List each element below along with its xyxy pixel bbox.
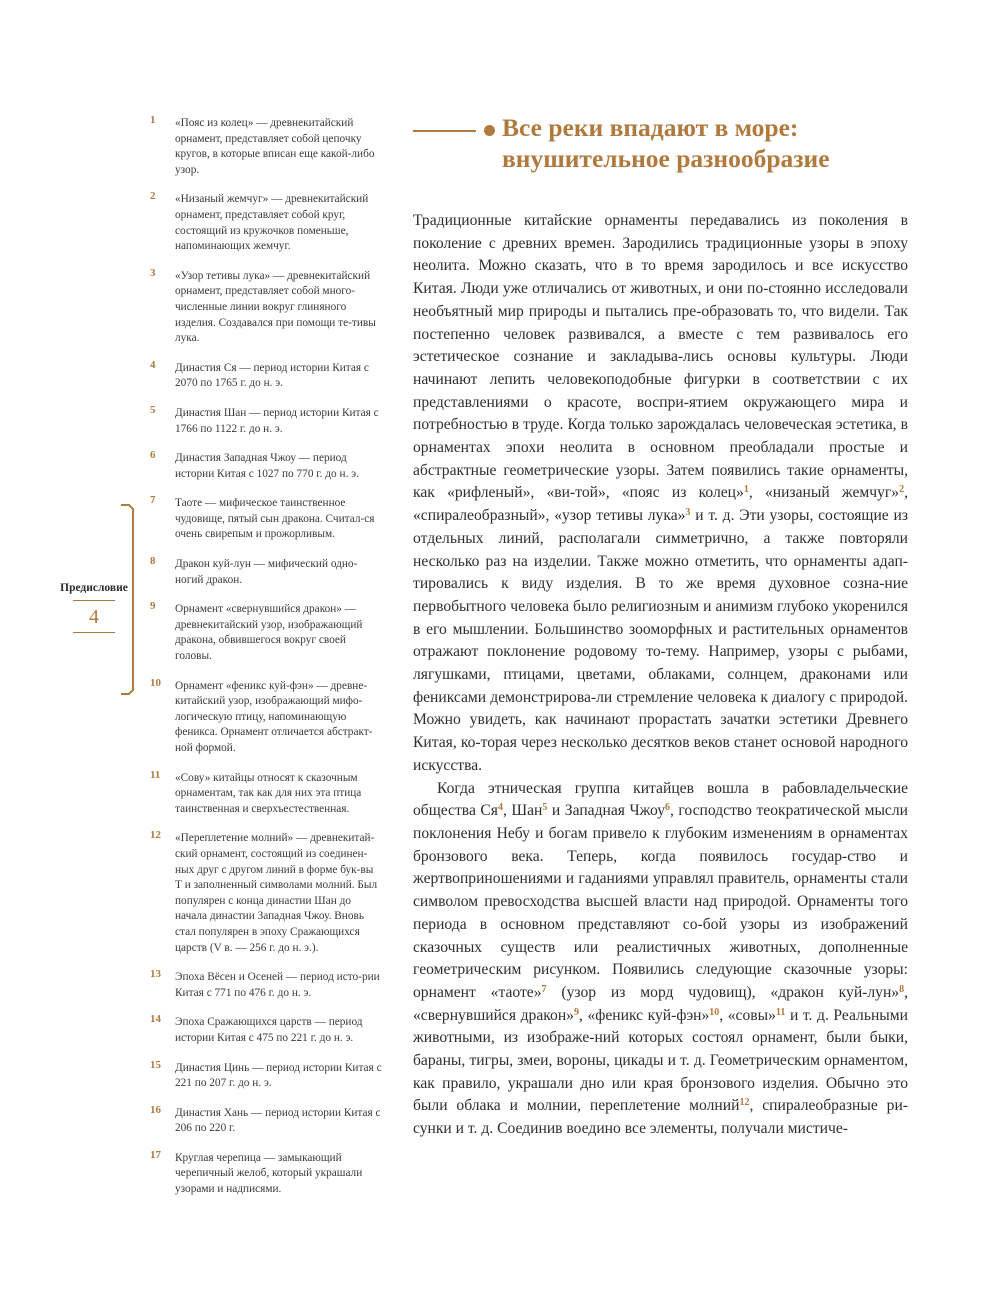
footnote-ref[interactable]: 1 (743, 484, 749, 496)
footnote-ref[interactable]: 10 (709, 1006, 720, 1018)
footnote-2 (150, 192, 382, 254)
text-run: и т. д. Эти узоры, состоящие из отдельных линий, располагали симметрично, а также повторяли несколько раз на изделии. Также можно отметить, что орнаменты адап-тировались к виду изделия. В то же время духовное созна-ние первобытного человека было религиозным и анимизм глубоко укоренился в его мышлении. Большинство зооморфных и растительных орнаментов отражают поклонение родовому то-тему. Например, узоры с рыбами, лягушками, птицами, цветами, облаками, солнцем, драконами или фениксами демонстрирова-ли стремление человека к диалогу с природой. Можно увидеть, как начинают прорастать зачатки эстетики Древнего Китая, ко-торая через несколько десятков веков станет основой народного искусства. (413, 507, 908, 774)
footnote-7 (150, 496, 382, 543)
footnote-text: Дракон куй-лун — мифический одно-ногий дракон. (175, 558, 358, 586)
footnote-number: 7 (150, 494, 156, 507)
footnote-text: Эпоха Сражающихся царств — период истории Китая с 475 по 221 г. до н. э. (175, 1016, 363, 1044)
footnote-number: 8 (150, 555, 156, 568)
text-run: , Шан (502, 802, 543, 820)
footnote-ref[interactable]: 7 (541, 983, 547, 995)
footnote-number: 2 (150, 190, 156, 203)
divider (73, 600, 115, 601)
heading-line-1: Все реки впадают в море: (502, 113, 799, 142)
footnote-text: Династия Шан — период истории Китая с 1766 по 1122 г. до н. э. (175, 406, 379, 435)
footnote-ref[interactable]: 8 (899, 983, 905, 995)
footnote-number: 13 (150, 968, 161, 981)
text-run: , «низаный жемчуг» (748, 484, 900, 502)
footnote-11 (150, 768, 382, 818)
footnote-number: 15 (150, 1058, 161, 1071)
text-run: (узор из морд чудовищ), «дракон куй-лун» (546, 983, 900, 1001)
footnote-number: 5 (150, 403, 156, 416)
footnote-13 (150, 970, 382, 1001)
footnote-ref[interactable]: 9 (573, 1006, 579, 1018)
divider (73, 632, 115, 633)
footnote-1 (150, 116, 382, 178)
footnote-text: «Сову» китайцы относят к сказочным орнаментам, так как для них эта птица таинственная и сверхъестественная. (175, 771, 362, 815)
footnote-ref[interactable]: 12 (739, 1097, 750, 1109)
footnote-number: 17 (150, 1148, 161, 1161)
section-marker (48, 582, 140, 633)
footnote-text: Орнамент «феникс куй-фэн» — древне-китайский узор, изображающий мифо-логическую птицу, напоминающую феникса. Орнамент отличается абстракт-ной формой. (175, 679, 373, 754)
footnote-number: 4 (150, 358, 156, 371)
section-title: Предисловие (60, 582, 128, 594)
footnote-text: Династия Ся — период истории Китая с 2070 по 1765 г. до н. э. (175, 361, 369, 390)
footnote-15 (150, 1058, 382, 1092)
footnote-ref[interactable]: 6 (665, 802, 670, 814)
footnote-text: Орнамент «свернувшийся дракон» — древнекитайский узор, изображающий дракона, обвившегося вокруг своей головы. (175, 603, 363, 663)
footnote-9 (150, 602, 382, 664)
footnote-10 (150, 676, 382, 757)
footnote-16 (150, 1103, 382, 1137)
footnote-ref[interactable]: 5 (542, 802, 548, 814)
footnote-text: Эпоха Вёсен и Осеней — период исто-рии Китая с 771 по 476 г. до н. э. (175, 971, 380, 999)
footnote-8 (150, 557, 382, 588)
text-run: , «совы» (719, 1006, 776, 1024)
paragraph-2 (413, 778, 908, 1141)
footnote-text: «Узор тетивы лука» — древнекитайский орнамент, представляет собой много-численные линии вокруг глиняного изделия. Создавался при помощи те-тивы лука. (175, 269, 376, 345)
footnote-12 (150, 831, 382, 956)
footnote-text: «Пояс из колец» — древнекитайский орнамент, представляет собой цепочку кругов, в которые вписан еще какой-либо узор. (175, 117, 375, 176)
footnote-ref[interactable]: 2 (899, 484, 905, 496)
text-run: , господство теократической мысли поклонения Небу и богам привело к глубоким изменениям в орнаментах бронзового века. Теперь, когда появилось государ-ство и жертвоприношениями и гаданиями управлял правитель, орнаменты стали символом превосходства высшей власти над природой. Орнаменты того периода в основном представляют со-бой узоры из изображений сказочных существ или реалистичных животных, дополненные геометрическим рисунком. Появились следующие сказочные узоры: орнамент «таоте» (413, 802, 908, 1001)
text-run: Когда этническая группа китайцев вошла в рабовладельческие общества Ся (413, 779, 908, 820)
footnote-14 (150, 1015, 382, 1046)
footnote-text: Династия Хань — период истории Китая с 206 по 220 г. (175, 1106, 381, 1135)
footnotes-column (150, 116, 382, 1212)
heading-rule (413, 130, 476, 132)
page-number: 4 (89, 606, 99, 628)
paragraph-1 (413, 210, 908, 778)
text-run: , «свернувшийся дракон» (413, 983, 908, 1024)
footnote-text: Династия Цинь — период истории Китая с 221 по 207 г. до н. э. (175, 1061, 382, 1090)
footnote-6 (150, 451, 382, 482)
bullet-dot-icon (484, 125, 495, 136)
footnote-number: 3 (150, 266, 156, 279)
footnote-17 (150, 1148, 382, 1198)
footnote-4 (150, 358, 382, 392)
text-run: и Западная Чжоу (547, 802, 665, 820)
text-run: и т. д. Реальными животными, из изображе-ний которых состоял орнамент, были быки, бараны, тигры, змеи, вороны, цикады и т. д. Геометрическим орнаментом, как правило, украшали дно или края бронзового изделия. Обычно это были облака и молнии, переплетение молний (413, 1006, 908, 1115)
footnote-number: 11 (150, 768, 161, 781)
heading-title (502, 112, 830, 174)
footnote-number: 12 (150, 829, 161, 842)
footnote-text: «Низаный жемчуг» — древнекитайский орнамент, представляет собой круг, состоящий из кружочков поменьше, напоминающих жемчуг. (175, 193, 369, 253)
footnote-number: 9 (150, 600, 156, 613)
footnote-ref[interactable]: 11 (775, 1006, 786, 1018)
text-run: , спиралеобразные ри-сунки и т. д. Соединив воедино все элементы, получали мистиче- (413, 1097, 908, 1138)
footnote-number: 10 (150, 676, 161, 689)
footnote-number: 14 (150, 1013, 161, 1026)
footnote-ref[interactable]: 4 (497, 802, 503, 814)
text-run: Традиционные китайские орнаменты передавались из поколения в поколение с древних времен. Зародились традиционные узоры в эпоху неолита. Можно сказать, что в то время зародилось и все искусство Китая. Люди уже отличались от животных, и они по-стоянно исследовали необъятный мир природы и пытались пре-образовать то, что видели. Так постепенно человек развивался, а вместе с тем развивалось его эстетическое сознание и закладыва-лись основы культуры. Люди начинают лепить человекоподобные фигурки в соответствии с их представлениями о красоте, воспри-ятием окружающего мира и потребностью в труде. Когда только зарождалась человеческая эстетика, в орнаментах эпохи неолита в основном преобладали простые и абстрактные геометрические узоры. Затем появились такие орнаменты, как «рифленый», «ви-той», «пояс из колец» (413, 212, 908, 502)
footnote-5 (150, 403, 382, 437)
footnote-text: Таоте — мифическое таинственное чудовище, пятый сын дракона. Считал-ся очень свирепым и прожорливым. (175, 497, 375, 541)
footnote-text: «Переплетение молний» — древнекитай-ский орнамент, состоящий из соединен-ных друг с другом линий в форме бук-вы Т и заполненный символами молний. Был популярен с конца династии Шан до начала династии Западная Чжоу. Вновь стал популярен в эпоху Сражающихся царств (V в. — 256 г. до н. э.). (175, 832, 378, 954)
footnote-number: 1 (150, 114, 156, 126)
footnote-number: 16 (150, 1103, 161, 1116)
main-text (413, 210, 908, 1141)
footnote-text: Династия Западная Чжоу — период истории Китая с 1027 по 770 г. до н. э. (175, 452, 359, 480)
text-run: , «феникс куй-фэн» (578, 1006, 710, 1024)
footnote-3 (150, 266, 382, 347)
heading-line-2: внушительное разнообразие (502, 144, 830, 173)
footnote-text: Круглая черепица — замыкающий черепичный желоб, который украшали узорами и надписями. (175, 1151, 363, 1196)
footnote-number: 6 (150, 449, 156, 462)
text-run: , «спиралеобразный», «узор тетивы лука» (413, 484, 908, 525)
footnote-ref[interactable]: 3 (685, 507, 691, 519)
